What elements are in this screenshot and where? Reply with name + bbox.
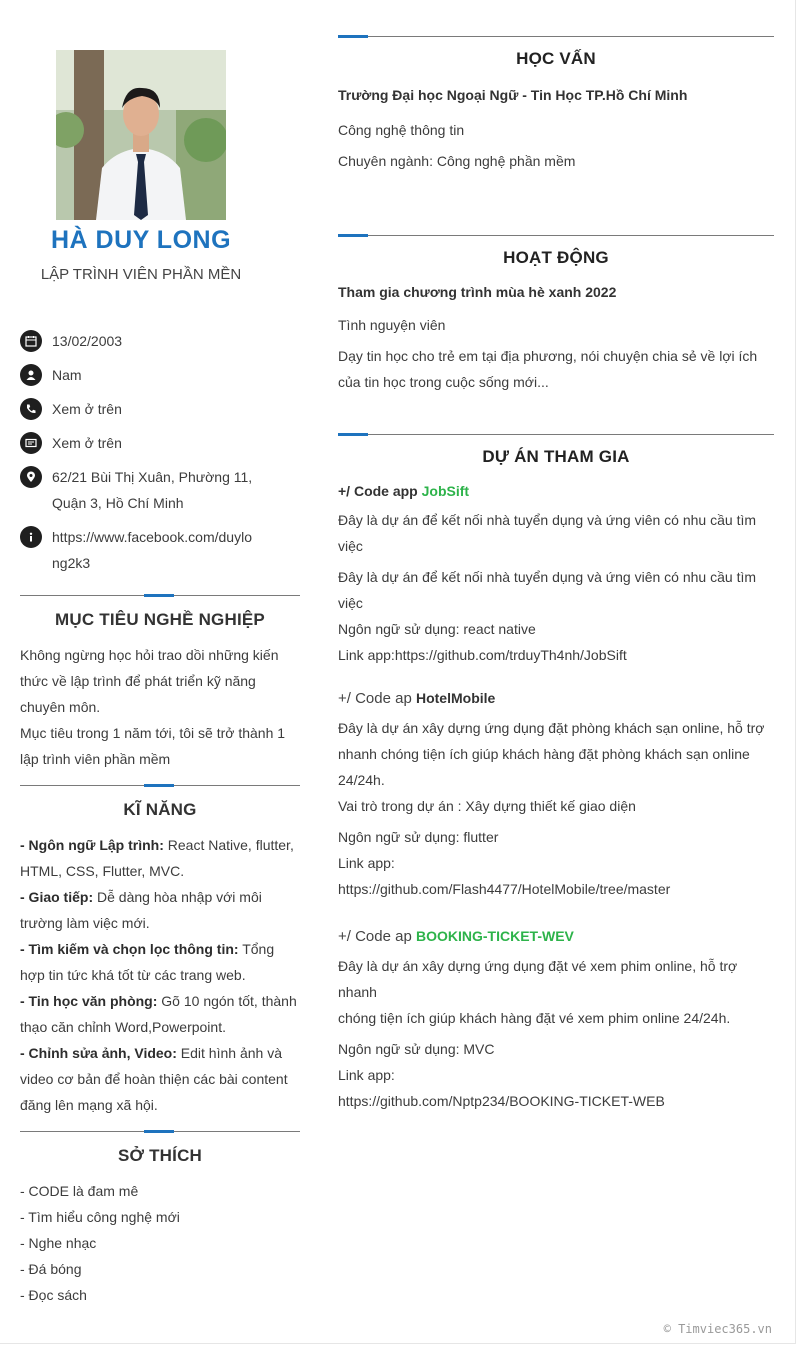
phone-text: Xem ở trên (52, 401, 122, 417)
skill-item (20, 832, 300, 884)
gender-row (20, 362, 300, 388)
activity-name: Tham gia chương trình mùa hè xanh 2022 (338, 284, 617, 300)
gender-text: Nam (52, 367, 82, 383)
skill-label: - Tìm kiếm và chọn lọc thông tin: (20, 941, 239, 957)
project-booking (338, 928, 774, 1114)
project-prefix: +/ Code ap (338, 928, 416, 945)
project-desc: nhanh chóng tiện ích giúp khách hàng đặt phòng khách sạn online (338, 746, 750, 762)
section-divider (20, 1131, 300, 1132)
skill-text: Tổng (238, 941, 275, 957)
skill-text: hợp tin tức khá tốt từ các trang web. (20, 967, 246, 983)
project-desc: Đây là dự án để kết nối nhà tuyển dụng và ứng viên có nhu cầu tìm (338, 512, 757, 528)
hobbies-section (20, 1131, 300, 1308)
objective-line: lập trình viên phần mềm (20, 751, 171, 767)
project-desc: Đây là dự án xây dựng ứng dụng đặt vé xem phim online, hỗ trợ nhanh (338, 958, 738, 1000)
activity-desc: của tin học trong cuộc sống mới... (338, 374, 549, 390)
hobbies-title: SỞ THÍCH (117, 1146, 203, 1165)
section-divider (338, 434, 774, 435)
skill-text: đăng lên mạng xã hội. (20, 1097, 158, 1113)
person-icon (20, 364, 42, 386)
skill-item (20, 1040, 300, 1118)
section-divider (20, 785, 300, 786)
project-heading (338, 690, 774, 707)
hobby-item: - Đọc sách (20, 1287, 87, 1303)
website-line-2[interactable]: ng2k3 (52, 555, 91, 571)
phone-icon (20, 398, 42, 420)
education-title: HỌC VẤN (516, 49, 596, 68)
location-icon (20, 466, 42, 488)
skill-label: - Ngôn ngữ Lập trình: (20, 837, 164, 853)
skills-section (20, 785, 300, 1118)
project-prefix: +/ Code app (338, 483, 422, 499)
skill-text: Gõ 10 ngón tốt, thành (157, 993, 297, 1009)
hobby-item: - Tìm hiểu công nghệ mới (20, 1209, 180, 1225)
project-language: Ngôn ngữ sử dụng: MVC (338, 1041, 495, 1057)
projects-title: DỰ ÁN THAM GIA (482, 447, 630, 466)
activities-section (338, 235, 774, 395)
section-divider (20, 595, 300, 596)
section-divider (338, 36, 774, 37)
skill-text: video cơ bản để hoàn thiện các bài content (20, 1071, 288, 1087)
job-title: LẬP TRÌNH VIÊN PHẦN MỀN (40, 266, 242, 283)
project-link-label: Link app: (338, 855, 395, 871)
project-desc: 24/24h. (338, 772, 385, 788)
section-divider (338, 235, 774, 236)
project-language: Ngôn ngữ sử dụng: flutter (338, 829, 499, 845)
skills-list (20, 832, 300, 1118)
hobby-item: - Đá bóng (20, 1261, 82, 1277)
project-desc: Đây là dự án để kết nối nhà tuyển dụng và ứng viên có nhu cầu tìm (338, 569, 757, 585)
candidate-name: HÀ DUY LONG (50, 226, 232, 254)
activity-role: Tình nguyện viên (338, 317, 446, 333)
project-heading (338, 483, 774, 499)
project-role: Vai trò trong dự án : Xây dựng thiết kế giao diện (338, 798, 636, 814)
skill-text: Edit hình ảnh và (176, 1045, 282, 1061)
project-desc: việc (338, 595, 363, 611)
objective-line: thức về lập trình để phát triển kỹ năng (20, 673, 256, 689)
project-link[interactable]: https://github.com/Flash4477/HotelMobile/tree/master (338, 881, 671, 897)
info-icon (20, 526, 42, 548)
education-field: Công nghệ thông tin (338, 122, 465, 138)
project-heading (338, 928, 774, 945)
profile-photo (56, 50, 226, 220)
project-link-label: Link app: (338, 1067, 395, 1083)
activity-desc: Dạy tin học cho trẻ em tại địa phương, nói chuyện chia sẻ về lợi ích (338, 348, 758, 364)
skill-text: Dễ dàng hòa nhập với môi (93, 889, 262, 905)
objective-line: chuyên môn. (20, 699, 101, 715)
activities-title: HOẠT ĐỘNG (503, 248, 609, 267)
skill-label: - Tin học văn phòng: (20, 993, 158, 1009)
education-section (338, 36, 774, 174)
skills-title: KĨ NĂNG (123, 800, 197, 819)
project-language: Ngôn ngữ sử dụng: react native (338, 621, 536, 637)
project-desc: chóng tiện ích giúp khách hàng đặt vé xem phim online 24/24h. (338, 1010, 731, 1026)
hobby-item: - CODE là đam mê (20, 1183, 139, 1199)
address-line-2: Quận 3, Hồ Chí Minh (52, 495, 184, 511)
project-hotelmobile (338, 690, 774, 902)
objective-line: Không ngừng học hỏi trao dồi những kiến (20, 647, 279, 663)
email-icon (20, 432, 42, 454)
objective-text (20, 642, 300, 772)
hobby-item: - Nghe nhạc (20, 1235, 97, 1251)
project-name: HotelMobile (415, 690, 496, 706)
project-jobsift (338, 483, 774, 668)
hobbies-list (20, 1178, 300, 1308)
birthday-row (20, 328, 300, 354)
birthday-text: 13/02/2003 (52, 333, 123, 349)
project-link[interactable]: https://github.com/Nptp234/BOOKING-TICKET-WEB (338, 1093, 665, 1109)
watermark: © Timviec365.vn (663, 1322, 772, 1336)
contact-info (20, 328, 300, 584)
phone-row (20, 396, 300, 422)
school-name: Trường Đại học Ngoại Ngữ - Tin Học TP.Hồ Chí Minh (338, 87, 688, 103)
skill-text: trường làm việc mới. (20, 915, 150, 931)
projects-section (338, 434, 774, 1114)
address-line-1: 62/21 Bùi Thị Xuân, Phường 11, (52, 469, 253, 485)
objective-title: MỤC TIÊU NGHỀ NGHIỆP (55, 610, 265, 629)
address-row (20, 464, 300, 516)
project-desc: việc (338, 538, 363, 554)
calendar-icon (20, 330, 42, 352)
skill-label: - Chỉnh sửa ảnh, Video: (20, 1045, 177, 1061)
skill-text: HTML, CSS, Flutter, MVC. (20, 863, 185, 879)
email-text: Xem ở trên (52, 435, 122, 451)
website-row (20, 524, 300, 576)
skill-item (20, 884, 300, 936)
objective-line: Mục tiêu trong 1 năm tới, tôi sẽ trở thành 1 (20, 725, 286, 741)
project-name: BOOKING-TICKET-WEV (415, 928, 574, 944)
project-prefix: +/ Code ap (338, 690, 416, 707)
project-desc: Đây là dự án xây dựng ứng dụng đặt phòng khách sạn online, hỗ trợ (338, 720, 765, 736)
email-row (20, 430, 300, 456)
education-major: Chuyên ngành: Công nghệ phần mềm (338, 153, 576, 169)
skill-text: thạo căn chỉnh Word,Powerpoint. (20, 1019, 226, 1035)
skill-item (20, 936, 300, 988)
project-link[interactable]: Link app:https://github.com/trduyTh4nh/JobSift (338, 647, 627, 663)
skill-text: React Native, flutter, (163, 837, 294, 853)
website-line-1[interactable]: https://www.facebook.com/duylo (52, 529, 252, 545)
project-name: JobSift (421, 483, 470, 499)
objective-section (20, 595, 300, 772)
skill-item (20, 988, 300, 1040)
skill-label: - Giao tiếp: (20, 889, 94, 905)
